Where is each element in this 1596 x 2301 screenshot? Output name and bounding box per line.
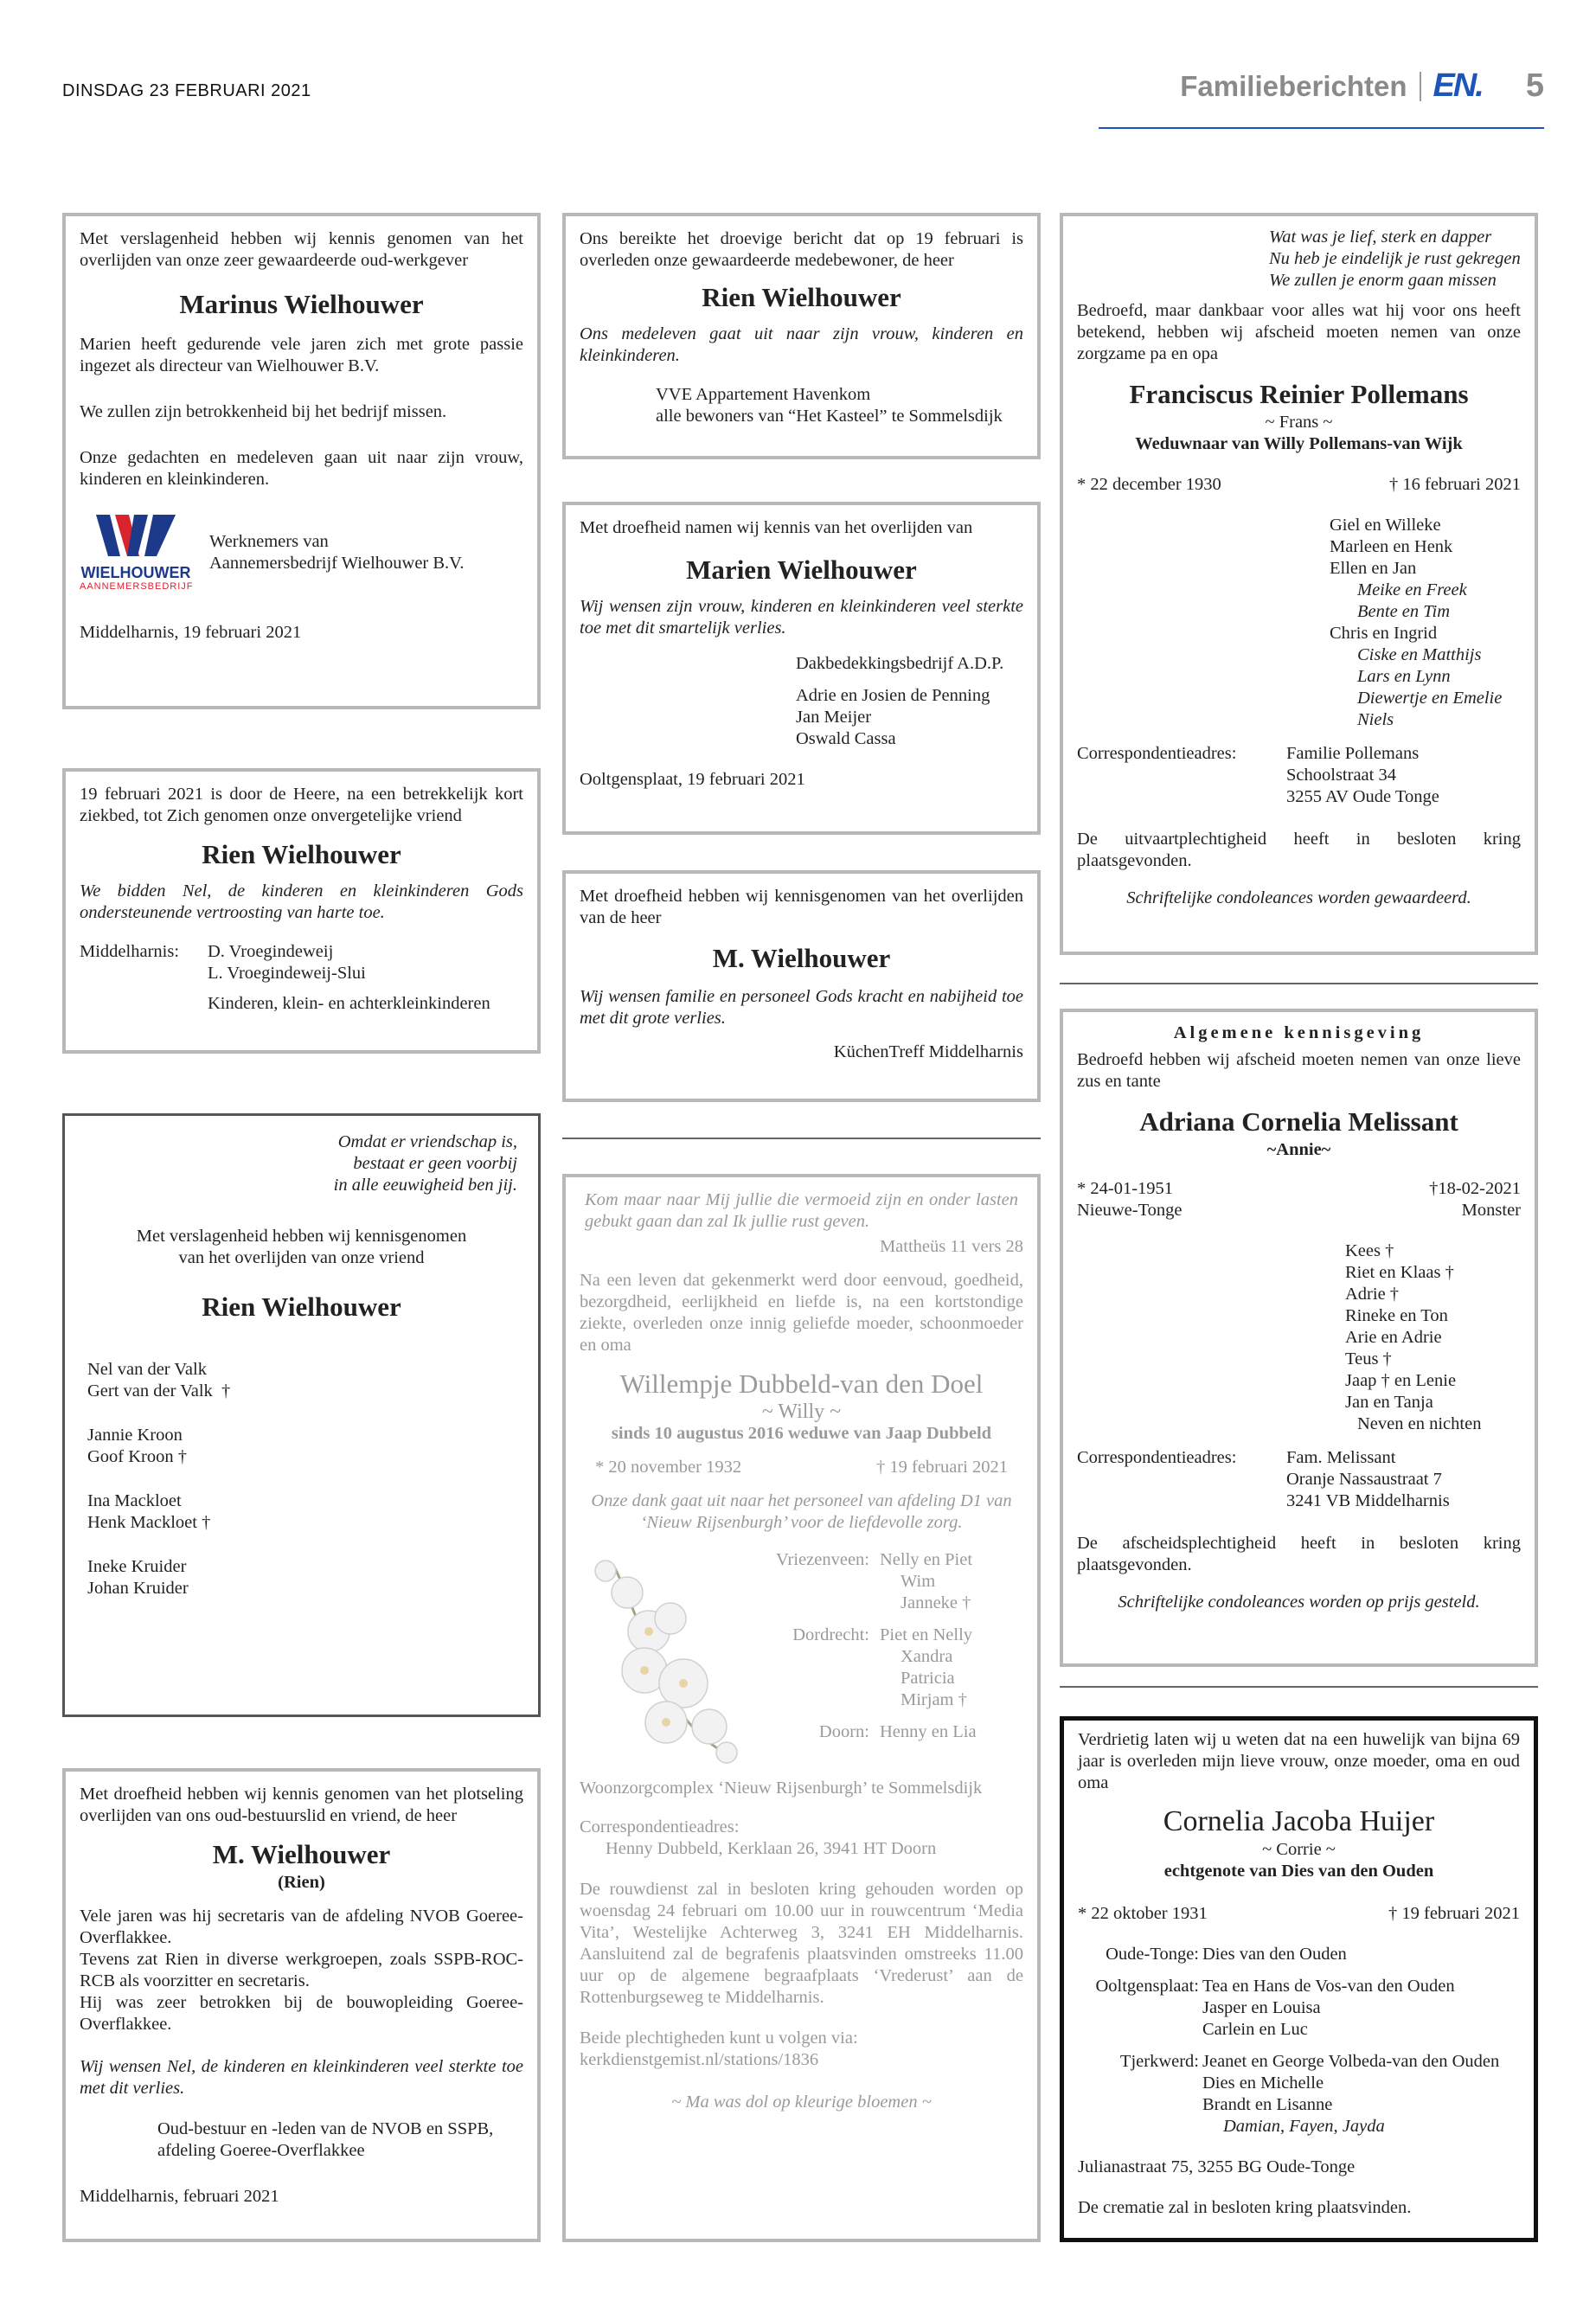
sender-line: Oud-bestuur en -leden van de NVOB en SSPB, [157, 2119, 494, 2138]
notice-marien-wielhouwer [562, 502, 1041, 835]
correspondence-label: Correspondentieadres: [1077, 744, 1237, 763]
sender-line: Werknemers van [209, 532, 329, 551]
column-separator [562, 1138, 1041, 1139]
deceased-name: Franciscus Reinier Pollemans [1129, 379, 1469, 409]
sender-place: Middelharnis: [80, 942, 180, 961]
column-separator [1060, 983, 1538, 984]
family-name: Ellen en Jan [1330, 559, 1417, 578]
family-name: Wim [901, 1572, 936, 1591]
family-name: Jeanet en George Volbeda-van den Ouden [1202, 2052, 1500, 2071]
family-name: Mirjam † [901, 1690, 967, 1709]
poem-line: in alle eeuwigheid ben jij. [333, 1176, 517, 1195]
deceased-nickname: (Rien) [278, 1873, 325, 1892]
sender-line: Oswald Cassa [796, 729, 896, 748]
birth-date: * 22 oktober 1931 [1078, 1904, 1208, 1923]
place-date: Middelharnis, februari 2021 [80, 2187, 279, 2206]
family-name: Janneke † [901, 1593, 971, 1612]
sender-company: KüchenTreff Middelharnis [833, 1042, 1023, 1061]
bible-reference: Mattheüs 11 vers 28 [879, 1237, 1023, 1256]
wielhouwer-logo [80, 513, 192, 593]
place-date: Middelharnis, 19 februari 2021 [80, 623, 302, 642]
notice-wish: We bidden Nel, de kinderen en kleinkinderen Gods ondersteunende vertroosting van harte toe. [80, 881, 523, 922]
farewell-info: De afscheidsplechtigheid heeft in besloten kring plaatsgevonden. [1077, 1534, 1521, 1574]
notice-m-wielhouwer-1 [62, 1768, 541, 2242]
condolence-note: Schriftelijke condoleances worden op prijs gesteld. [1118, 1593, 1480, 1612]
deceased-name: Rien Wielhouwer [202, 839, 401, 869]
notice-intro: Verdrietig laten wij u weten dat na een huwelijk van bijna 69 jaar is overleden mijn lieve vrouw, onze moeder, oma en oud oma [1078, 1730, 1520, 1792]
sender-line: afdeling Goeree-Overflakkee [157, 2141, 365, 2160]
family-name: Jan en Tanja [1345, 1393, 1433, 1412]
notice-rien-wielhouwer-3 [562, 213, 1041, 459]
sender-line: Aannemersbedrijf Wielhouwer B.V. [209, 554, 465, 573]
place-label: Vriezenveen: [775, 1550, 869, 1569]
correspondence-line: 3241 VB Middelharnis [1286, 1491, 1450, 1510]
notice-adriana-melissant [1060, 1009, 1538, 1667]
notice-text: Vele jaren was hij secretaris van de afdeling NVOB Goeree-Overflakkee. [80, 1907, 523, 1947]
notice-intro: Met verslagenheid hebben wij kennis genomen van het overlijden van onze zeer gewaardeerde oud-werkgever [80, 229, 523, 270]
family-name: Damian, Fayen, Jayda [1223, 2117, 1385, 2136]
family-name: Rineke en Ton [1345, 1306, 1448, 1325]
family-name: Lars en Lynn [1357, 667, 1451, 686]
death-place: Monster [1461, 1201, 1521, 1220]
notice-heading: Algemene kennisgeving [1173, 1023, 1425, 1042]
sender-line: Adrie en Josien de Penning [796, 686, 990, 705]
poem-line: Wat was je lief, sterk en dapper [1269, 228, 1492, 247]
deceased-name: Marien Wielhouwer [686, 554, 917, 585]
widower-line: Weduwnaar van Willy Pollemans-van Wijk [1135, 434, 1463, 453]
notice-text: Hij was zeer betrokken bij de bouwopleiding Goeree-Overflakkee. [80, 1993, 523, 2034]
family-name: Henny en Lia [880, 1722, 977, 1741]
orchid-flower-icon [580, 1549, 761, 1766]
sender-line: Ina Mackloet [87, 1491, 182, 1510]
notice-willempje-dubbeld [562, 1174, 1041, 2242]
correspondence-label: Correspondentieadres: [1077, 1448, 1237, 1467]
widow-line: sinds 10 augustus 2016 weduwe van Jaap Dubbeld [611, 1424, 992, 1443]
death-date: † 16 februari 2021 [1389, 475, 1521, 494]
condolence-note: Schriftelijke condoleances worden gewaardeerd. [1126, 888, 1471, 907]
correspondence-line: Oranje Nassaustraat 7 [1286, 1470, 1442, 1489]
birth-date: * 22 december 1930 [1077, 475, 1221, 494]
family-name: Arie en Adrie [1345, 1328, 1442, 1347]
family-name: Nelly en Piet [880, 1550, 973, 1569]
residence: Woonzorgcomplex ‘Nieuw Rijsenburgh’ te Sommelsdijk [580, 1779, 983, 1798]
sender-line: Johan Kruider [87, 1579, 189, 1598]
death-date: † 19 februari 2021 [1388, 1904, 1520, 1923]
notice-intro: Met droefheid hebben wij kennisgenomen van het overlijden van de heer [580, 887, 1023, 927]
place-label: Tjerkwerd: [1119, 2052, 1199, 2071]
flowers-note: ~ Ma was dol op kleurige bloemen ~ [671, 2093, 932, 2112]
sender-line: VVE Appartement Havenkom [656, 385, 871, 404]
deceased-name: Rien Wielhouwer [702, 282, 901, 312]
birth-date: * 24-01-1951 [1077, 1179, 1174, 1198]
notice-wish: Ons medeleven gaat uit naar zijn vrouw, kinderen en kleinkinderen. [580, 324, 1023, 365]
notice-rien-wielhouwer-2 [62, 1113, 541, 1717]
stream-url: kerkdienstgemist.nl/stations/1836 [580, 2050, 819, 2069]
header-rule [1099, 127, 1544, 129]
page-header [1180, 67, 1544, 105]
sender-line: Nel van der Valk [87, 1360, 207, 1379]
notice-intro: Met droefheid namen wij kennis van het overlijden van [580, 518, 973, 537]
birth-place: Nieuwe-Tonge [1077, 1201, 1183, 1220]
notice-intro: Met droefheid hebben wij kennis genomen van het plotseling overlijden van ons oud-bestuurslid en vriend, de heer [80, 1785, 523, 1825]
family-name: Piet en Nelly [880, 1625, 973, 1644]
family-name: Meike en Freek [1357, 580, 1467, 599]
sender-company: Dakbedekkingsbedrijf A.D.P. [796, 654, 1004, 673]
sender-line: D. Vroegindeweij [208, 942, 334, 961]
notice-cornelia-huijer [1060, 1716, 1538, 2242]
spouse-line: echtgenote van Dies van den Ouden [1163, 1862, 1434, 1881]
notice-text: Marien heeft gedurende vele jaren zich met grote passie ingezet als directeur van Wielhouwer B.V. [80, 335, 523, 375]
poem-line: Omdat er vriendschap is, [337, 1132, 517, 1151]
correspondence-line: Familie Pollemans [1286, 744, 1420, 763]
deceased-name: Rien Wielhouwer [202, 1292, 401, 1322]
family-name: Riet en Klaas † [1345, 1263, 1454, 1282]
deceased-name: Cornelia Jacoba Huijer [1163, 1805, 1435, 1837]
brand-logo: EN. [1433, 67, 1483, 104]
page-date: DINSDAG 23 FEBRUARI 2021 [62, 81, 311, 100]
deceased-nickname: ~ Corrie ~ [1262, 1840, 1336, 1859]
family-name: Adrie † [1345, 1285, 1400, 1304]
notice-m-wielhouwer-2 [562, 870, 1041, 1102]
notice-rien-wielhouwer-1 [62, 768, 541, 1054]
stream-info: Beide plechtigheden kunt u volgen via: [580, 2029, 858, 2048]
family-name: Diewertje en Emelie [1357, 689, 1503, 708]
correspondence-line: Schoolstraat 34 [1286, 766, 1396, 785]
family-name: Giel en Willeke [1330, 516, 1441, 535]
family-name: Xandra [901, 1647, 953, 1666]
sender-line: L. Vroegindeweij-Slui [208, 964, 366, 983]
notice-marinus-wielhouwer [62, 213, 541, 709]
birth-date: * 20 november 1932 [595, 1458, 742, 1477]
deceased-name: Willempje Dubbeld-van den Doel [619, 1368, 984, 1399]
bible-verse: Kom maar naar Mij jullie die vermoeid zijn en onder lasten gebukt gaan dan zal Ik jullie rust geven. [585, 1190, 1018, 1231]
notice-text: Onze gedachten en medeleven gaan uit naar zijn vrouw, kinderen en kleinkinderen. [80, 448, 523, 489]
family-name: Marleen en Henk [1330, 537, 1453, 556]
cremation-info: De crematie zal in besloten kring plaatsvinden. [1078, 2198, 1412, 2217]
deceased-nickname: ~Annie~ [1266, 1140, 1331, 1159]
family-name: Chris en Ingrid [1330, 624, 1438, 643]
family-name: Jasper en Louisa [1202, 1998, 1321, 2017]
service-details: De rouwdienst zal in besloten kring gehouden worden op woensdag 24 februari om 10.00 uur in rouwcentrum ‘Media Vita’, Westelijke Achterweg 3, 3241 EH Middelharnis. Aansluitend zal de begrafenis plaatsvinden omstreeks 11.00 uur op de algemene begraafplaats ‘Vrederust’ aan de Rottenburgseweg te Middelharnis. [580, 1880, 1023, 2007]
family-name: Neven en nichten [1357, 1414, 1482, 1433]
notice-franciscus-pollemans [1060, 213, 1538, 955]
deceased-name: Marinus Wielhouwer [179, 289, 424, 319]
correspondence-line: 3255 AV Oude Tonge [1286, 787, 1439, 806]
poem-line: Nu heb je eindelijk je rust gekregen [1269, 249, 1521, 268]
family-name: Dies en Michelle [1202, 2073, 1324, 2093]
family-name: Bente en Tim [1357, 602, 1451, 621]
family-name: Jaap † en Lenie [1345, 1371, 1457, 1390]
family-name: Tea en Hans de Vos-van den Ouden [1202, 1977, 1455, 1996]
poem-line: We zullen je enorm gaan missen [1269, 271, 1497, 290]
death-date: †18-02-2021 [1429, 1179, 1521, 1198]
notice-wish: Wij wensen zijn vrouw, kinderen en kleinkinderen veel sterkte toe met dit smartelijk verlies. [580, 597, 1023, 638]
section-title: Familieberichten [1180, 69, 1407, 102]
place-label: Doorn: [818, 1722, 869, 1741]
sender-line: Kinderen, klein- en achterkleinkinderen [208, 994, 490, 1013]
notice-intro: Na een leven dat gekenmerkt werd door eenvoud, goedheid, bezorgdheid, eerlijkheid en liefde is, na een kortstondige ziekte, overleden onze innig geliefde moeder, schoonmoeder en oma [580, 1271, 1023, 1355]
header-divider [1420, 72, 1421, 101]
place-label: Ooltgensplaat: [1095, 1977, 1199, 1996]
deceased-name: M. Wielhouwer [212, 1839, 391, 1869]
family-name: Kees † [1345, 1241, 1394, 1260]
sender-line: alle bewoners van “Het Kasteel” te Sommelsdijk [656, 407, 1003, 426]
deceased-name: Adriana Cornelia Melissant [1139, 1106, 1458, 1137]
notice-intro: Ons bereikte het droevige bericht dat op 19 februari is overleden onze gewaardeerde medebewoner, de heer [580, 229, 1023, 270]
correspondence-line: Fam. Melissant [1286, 1448, 1396, 1467]
logo-subtitle: AANNEMERSBEDRIJF [80, 581, 194, 592]
family-name: Patricia [901, 1669, 955, 1688]
logo-wordmark: WIELHOUWER [80, 564, 191, 581]
sender-line: Goof Kroon † [87, 1447, 188, 1466]
funeral-info: De uitvaartplechtigheid heeft in besloten kring plaatsgevonden. [1077, 830, 1521, 870]
notice-text: We zullen zijn betrokkenheid bij het bedrijf missen. [80, 402, 447, 421]
notice-intro: van het overlijden van onze vriend [178, 1248, 425, 1267]
family-name: Teus † [1345, 1349, 1392, 1368]
notice-wish: Wij wensen Nel, de kinderen en kleinkinderen veel sterkte toe met dit verlies. [80, 2057, 523, 2098]
sender-line: Gert van der Valk † [87, 1381, 231, 1400]
notice-text: Tevens zat Rien in diverse werkgroepen, zoals SSPB-ROC-RCB als voorzitter en secretaris. [80, 1950, 523, 1990]
place-date: Ooltgensplaat, 19 februari 2021 [580, 770, 805, 789]
place-label: Oude-Tonge: [1106, 1945, 1199, 1964]
sender-line: Jan Meijer [796, 708, 872, 727]
notice-wish: Wij wensen familie en personeel Gods kracht en nabijheid toe met dit grote verlies. [580, 987, 1023, 1028]
sender-line: Henk Mackloet † [87, 1513, 211, 1532]
notice-intro: 19 februari 2021 is door de Heere, na een betrekkelijk kort ziekbed, tot Zich genomen onze onvergetelijke vriend [80, 785, 523, 825]
sender-line: Ineke Kruider [87, 1557, 187, 1576]
deceased-name: M. Wielhouwer [712, 943, 891, 973]
deceased-nickname: ~ Willy ~ [761, 1400, 842, 1423]
family-name: Dies van den Ouden [1202, 1945, 1347, 1964]
deceased-nickname: ~ Frans ~ [1265, 413, 1333, 432]
notice-intro: Bedroefd, maar dankbaar voor alles wat hij voor ons heeft betekend, hebben wij afscheid moeten nemen van onze zorgzame pa en opa [1077, 301, 1521, 363]
home-address: Julianastraat 75, 3255 BG Oude-Tonge [1078, 2157, 1356, 2176]
wielhouwer-logo-icon [93, 513, 179, 558]
poem-line: bestaat er geen voorbij [353, 1154, 517, 1173]
notice-intro: Met verslagenheid hebben wij kennisgenomen [136, 1227, 467, 1246]
family-name: Niels [1357, 710, 1394, 729]
correspondence-address: Henny Dubbeld, Kerklaan 26, 3941 HT Doorn [606, 1839, 937, 1858]
family-name: Carlein en Luc [1202, 2020, 1308, 2039]
sender-line: Jannie Kroon [87, 1426, 183, 1445]
notice-intro: Bedroefd hebben wij afscheid moeten nemen van onze lieve zus en tante [1077, 1050, 1521, 1091]
page-number: 5 [1525, 67, 1544, 104]
sender-block [80, 513, 523, 593]
family-name: Ciske en Matthijs [1357, 645, 1482, 664]
place-label: Dordrecht: [792, 1625, 869, 1644]
death-date: † 19 februari 2021 [876, 1458, 1008, 1477]
correspondence-label: Correspondentieadres: [580, 1817, 740, 1836]
thanks-text: Onze dank gaat uit naar het personeel van afdeling D1 van ‘Nieuw Rijsenburgh’ voor de liefdevolle zorg. [591, 1491, 1012, 1532]
column-separator [1060, 1686, 1538, 1688]
family-name: Brandt en Lisanne [1202, 2095, 1333, 2114]
